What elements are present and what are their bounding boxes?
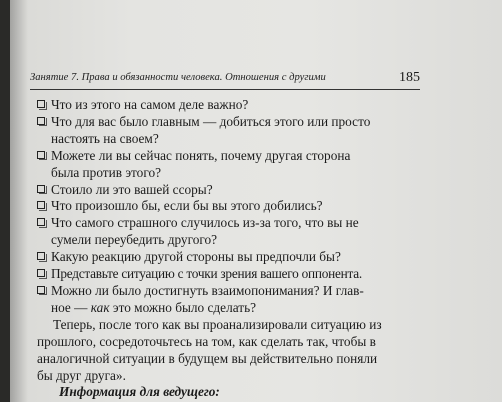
- emphasis-text: как: [90, 299, 110, 315]
- checkbox-icon: [37, 218, 45, 226]
- checkbox-icon: [37, 252, 45, 260]
- checkbox-icon: [37, 151, 45, 159]
- question-item: [37, 198, 422, 215]
- question-text: Что произошло бы, если бы вы этого добились?: [51, 198, 323, 214]
- running-head: Занятие 7. Права и обязанности человека. Отношения с другими: [30, 72, 326, 83]
- page-gutter-shadow: [10, 0, 28, 402]
- paragraph-line: прошлого, сосредоточьтесь на том, как сделать так, чтобы в: [37, 333, 376, 349]
- question-item: [37, 249, 422, 266]
- question-text: Стоило ли это вашей ссоры?: [51, 181, 213, 197]
- question-item: [37, 215, 422, 249]
- question-text: Можно ли было достигнуть взаимопонимания? И глав-: [51, 282, 364, 298]
- question-item: [37, 97, 422, 114]
- checkbox-icon: [37, 185, 45, 193]
- checkbox-icon: [37, 100, 45, 108]
- question-text: Что из этого на самом деле важно?: [51, 97, 249, 112]
- checkbox-icon: [37, 117, 45, 125]
- section-heading: Информация для ведущего:: [59, 384, 220, 400]
- question-text: Что для вас было главным — добиться этого или просто: [51, 113, 371, 129]
- header-rule: [30, 89, 420, 90]
- question-text-continued: это можно было сделать?: [109, 299, 257, 315]
- question-text-continued: была против этого?: [51, 164, 161, 180]
- checkbox-icon: [37, 201, 45, 209]
- paragraph-line: Теперь, после того как вы проанализировали ситуацию из: [53, 316, 382, 332]
- body-paragraph: [37, 317, 422, 385]
- question-text: Представьте ситуацию с точки зрения вашего оппонента.: [51, 266, 362, 282]
- question-text: Что самого страшного случилось из-за того, что вы не: [51, 215, 359, 231]
- question-item: [37, 283, 422, 317]
- paragraph-line: бы друг друга».: [37, 367, 126, 383]
- question-item: [37, 148, 422, 182]
- book-page: [10, 0, 502, 402]
- question-text-continued: настоять на своем?: [51, 130, 159, 146]
- page-body: [37, 97, 422, 401]
- question-text: Можете ли вы сейчас понять, почему другая сторона: [51, 147, 351, 163]
- question-text: Какую реакцию другой стороны вы предпочли бы?: [51, 249, 341, 265]
- checkbox-icon: [37, 269, 45, 277]
- question-item: [37, 114, 422, 148]
- page-header: [30, 70, 420, 88]
- question-item: [37, 182, 422, 199]
- question-item: [37, 266, 422, 283]
- paragraph-line: аналогичной ситуации в будущем вы действительно поняли: [37, 350, 378, 366]
- question-text-continued: сумели переубедить другого?: [51, 232, 218, 248]
- page-number: 185: [399, 70, 420, 85]
- question-list: [37, 97, 422, 317]
- checkbox-icon: [37, 286, 45, 294]
- question-text-continued: ное —: [51, 299, 91, 315]
